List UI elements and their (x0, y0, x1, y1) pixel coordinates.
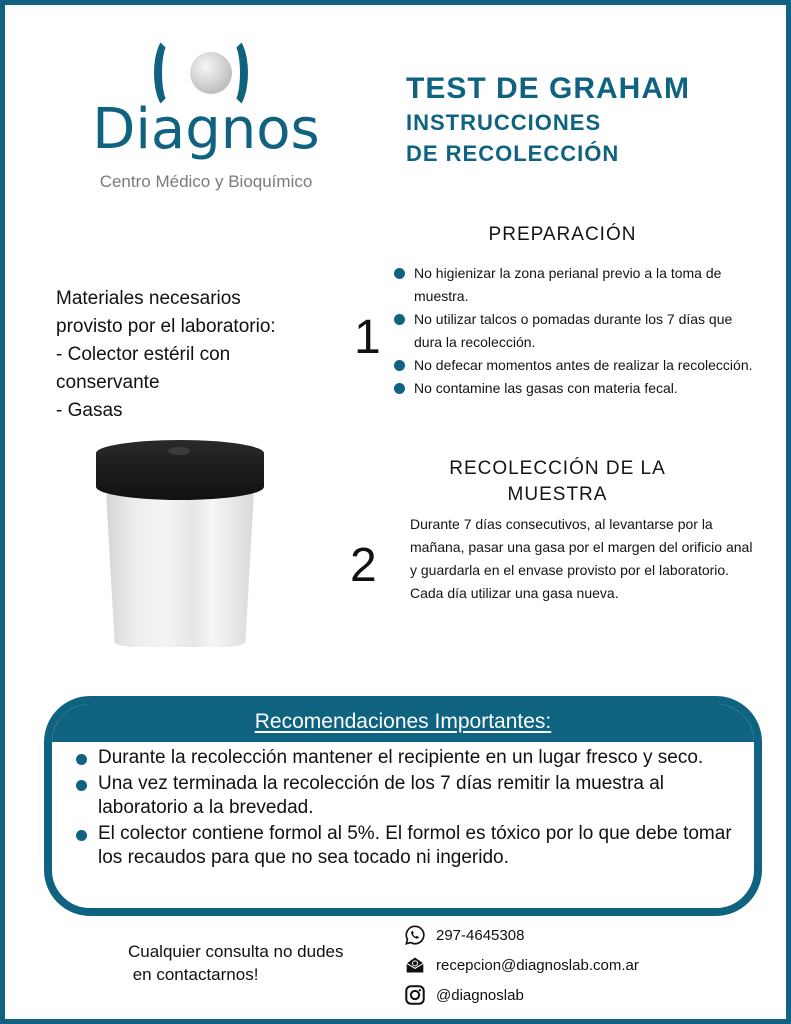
contact-email[interactable]: recepcion@diagnoslab.com.ar (404, 950, 639, 980)
materials-line: conservante (56, 372, 160, 393)
materials-line: Materiales necesarios (56, 288, 241, 309)
list-item: Durante la recolección mantener el recipiente en un lugar fresco y seco. (72, 746, 734, 770)
bullet-icon (394, 268, 405, 279)
bullet-icon (394, 383, 405, 394)
brand-name: Diagnos (92, 97, 320, 162)
recommendations-list (72, 746, 734, 872)
title-main: TEST DE GRAHAM (406, 72, 690, 105)
title-sub-2: DE RECOLECCIÓN (406, 141, 620, 166)
materials-line: - Gasas (56, 400, 123, 421)
contact-list (404, 920, 639, 1010)
whatsapp-icon (404, 924, 426, 946)
bullet-icon (394, 314, 405, 325)
materials-list (56, 285, 336, 425)
sterile-collector-image (92, 440, 268, 650)
recommendations-heading: Recomendaciones Importantes: (254, 710, 552, 733)
materials-line: provisto por el laboratorio: (56, 316, 276, 337)
diagnos-logo (76, 30, 336, 200)
list-item: El colector contiene formol al 5%. El formol es tóxico por lo que debe tomar los recaudos para que no sea tocado ni ingerido. (72, 822, 734, 870)
list-item: Una vez terminada la recolección de los 7 días remitir la muestra al laboratorio a la brevedad. (72, 772, 734, 820)
step-number-1: 1 (354, 311, 381, 364)
title-sub-1: INSTRUCCIONES (406, 110, 602, 135)
list-item: No higienizar la zona perianal previo a la toma de muestra. (394, 262, 764, 308)
contact-instagram[interactable]: @diagnoslab (404, 980, 639, 1010)
collection-instructions: Durante 7 días consecutivos, al levantarse por la mañana, pasar una gasa por el margen del orificio anal y guardarla en el envase provisto por el laboratorio. Cada día utilizar una gasa nueva. (410, 516, 753, 601)
preparation-heading: PREPARACIÓN (488, 224, 637, 245)
list-item: No utilizar talcos o pomadas durante los 7 días que dura la recolección. (394, 308, 764, 354)
preparation-list (394, 262, 764, 400)
materials-line: - Colector estéril con (56, 344, 231, 365)
recommendations-header (52, 704, 754, 742)
collection-heading: RECOLECCIÓN DE LA MUESTRA (449, 458, 666, 505)
list-item: No contamine las gasas con materia fecal. (394, 377, 764, 400)
bullet-icon (76, 780, 87, 791)
recommendations-box (44, 696, 762, 916)
bullet-icon (76, 830, 87, 841)
list-item: No defecar momentos antes de realizar la recolección. (394, 354, 764, 377)
document-title (406, 72, 690, 168)
bullet-icon (394, 360, 405, 371)
instagram-icon (404, 984, 426, 1006)
contact-phone[interactable]: 297-4645308 (404, 920, 639, 950)
collector-lid (96, 440, 264, 500)
bullet-icon (76, 754, 87, 765)
brand-tagline: Centro Médico y Bioquímico (99, 172, 313, 191)
collector-body (106, 492, 254, 647)
step-number-2: 2 (350, 539, 377, 592)
mail-icon (404, 954, 426, 976)
contact-message: Cualquier consulta no dudes en contactarnos! (128, 942, 344, 984)
